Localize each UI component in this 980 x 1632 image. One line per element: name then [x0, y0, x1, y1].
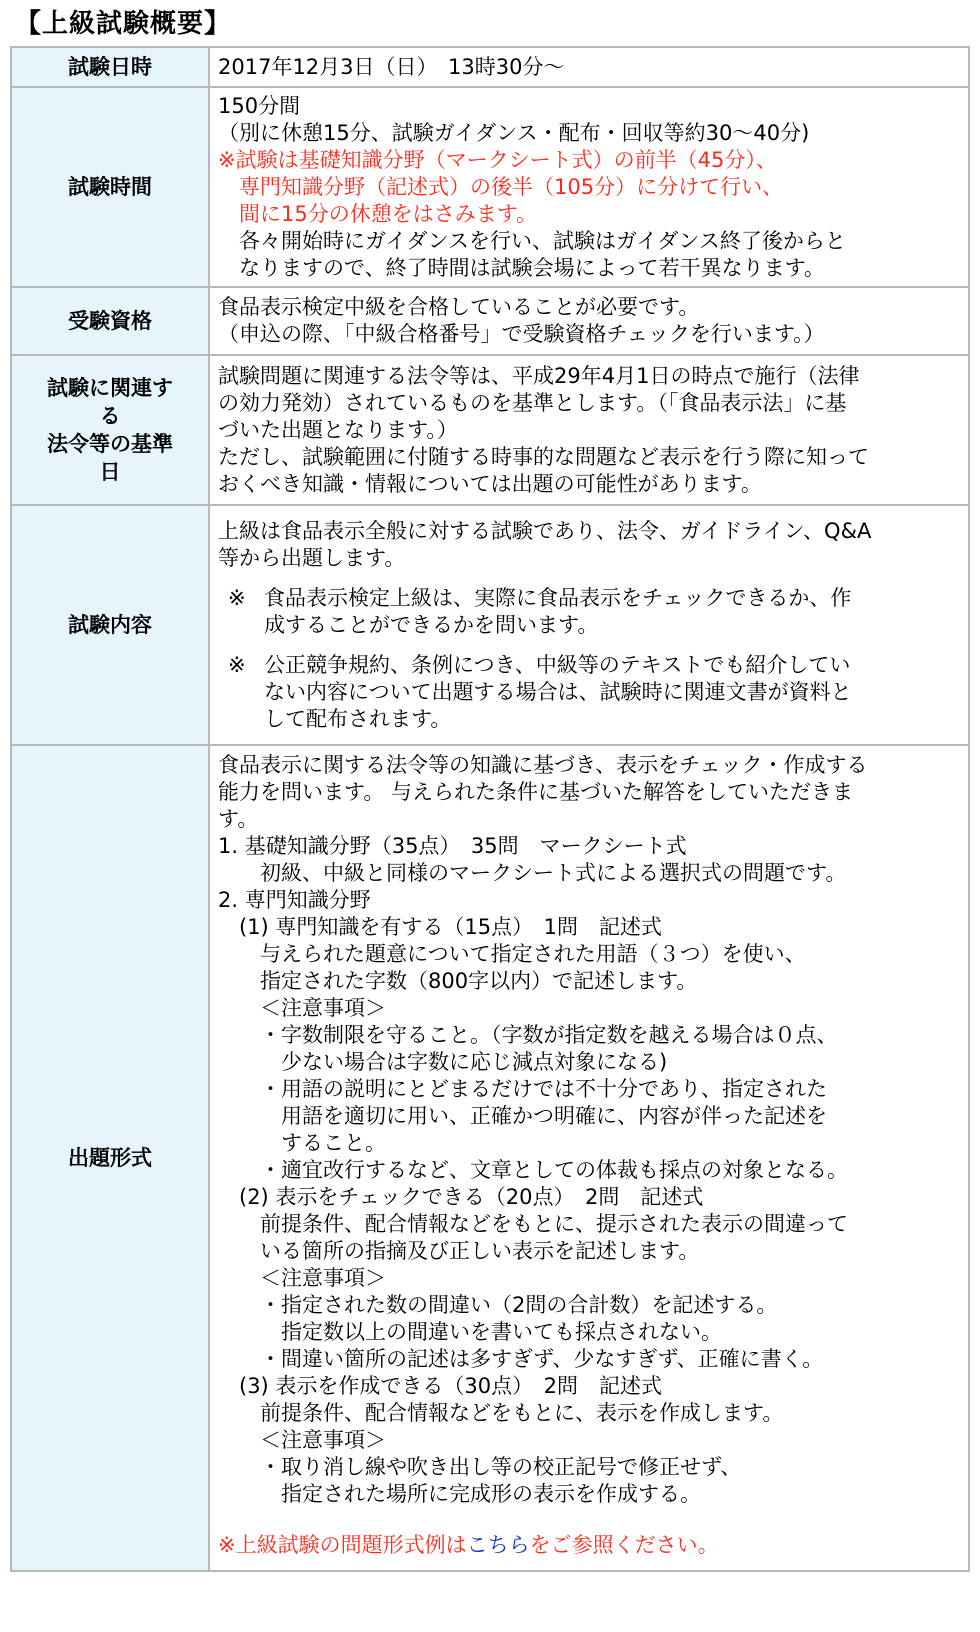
text-line: す。 [218, 807, 259, 831]
text-line: 食品表示検定中級を合格していることが必要です。 [218, 295, 700, 319]
value-exam-content [209, 505, 969, 745]
text-line: 能力を問います。 与えられた条件に基づいた解答をしていただきま [218, 780, 853, 804]
row-question-format [11, 745, 969, 1571]
text-line: ＜注意事項＞ [218, 1266, 386, 1290]
text-line: （申込の際、「中級合格番号」で受験資格チェックを行います。） [218, 322, 825, 346]
text-line: 指定された場所に完成形の表示を作成する。 [218, 1482, 701, 1506]
text-line: ＜注意事項＞ [218, 1428, 386, 1452]
row-exam-date [11, 47, 969, 87]
text-line: ・間違い箇所の記述は多すぎず、少なすぎず、正確に書く。 [218, 1347, 824, 1371]
value-exam-time [209, 87, 969, 287]
header-line: 法令等の基準 [47, 432, 173, 456]
note-mark: ※ [228, 652, 246, 677]
text-line: すること。 [218, 1131, 386, 1155]
warning-line: ※試験は基礎知識分野（マークシート式）の前半（45分）、 [218, 147, 777, 172]
header-question-format: 出題形式 [11, 745, 209, 1571]
warning-line: 専門知識分野（記述式）の後半（105分）に分けて行い、 [218, 174, 784, 199]
header-eligibility: 受験資格 [11, 287, 209, 355]
format-example-note [218, 1532, 962, 1559]
format-example-link[interactable]: こちら [466, 1533, 530, 1557]
text-line: 初級、中級と同様のマークシート式による選択式の問題です。 [218, 861, 847, 885]
text-line: の効力発効）されているものを基準とします。（「食品表示法」に基 [218, 390, 847, 415]
text-line: 試験問題に関連する法令等は、平成29年4月1日の時点で施行（法律 [218, 363, 860, 388]
page-title: 【上級試験概要】 [15, 9, 232, 39]
text-line: 食品表示検定上級は、実際に食品表示をチェックできるか、作 [264, 585, 852, 610]
text-line: ＜注意事項＞ [218, 996, 386, 1020]
text-line: なりますので、終了時間は試験会場によって若干異なります。 [218, 255, 825, 280]
text-line: 150分間 [218, 93, 301, 118]
value-question-format [209, 745, 969, 1571]
text-line: 指定数以上の間違いを書いても採点されない。 [218, 1320, 722, 1344]
text-line: 公正競争規約、条例につき、中級等のテキストでも紹介してい [264, 652, 851, 677]
header-exam-content: 試験内容 [11, 505, 209, 745]
text-line: ただし、試験範囲に付随する時事的な問題など表示を行う際に知って [218, 444, 869, 469]
header-exam-time: 試験時間 [11, 87, 209, 287]
header-exam-date: 試験日時 [11, 47, 209, 87]
text-line: ・指定された数の間違い（2問の合計数）を記述する。 [218, 1293, 778, 1317]
header-line: る [99, 404, 121, 428]
note-mark: ※ [228, 585, 246, 610]
text-line: (3) 表示を作成できる（30点） 2問 記述式 [218, 1374, 663, 1398]
warning-line: 間に15分の休憩をはさみます。 [218, 201, 538, 226]
text-line: （別に休憩15分、試験ガイダンス・配布・回収等約30～40分) [218, 120, 810, 145]
note-item [218, 585, 962, 639]
text-line: づいた出題となります。） [218, 417, 458, 442]
text-line: ・用語の説明にとどまるだけでは不十分であり、指定された [218, 1077, 827, 1101]
value-eligibility [209, 287, 969, 355]
text-line: 指定された字数（800字以内）で記述します。 [218, 969, 698, 993]
text-line: 1. 基礎知識分野（35点） 35問 マークシート式 [218, 834, 687, 858]
value-exam-date: 2017年12月3日（日） 13時30分～ [209, 47, 969, 87]
text-line: いる箇所の指摘及び正しい表示を記述します。 [218, 1239, 700, 1263]
text-line: して配布されます。 [264, 706, 452, 731]
text-line: 成することができるかを問います。 [264, 612, 599, 637]
text-line: 用語を適切に用い、正確かつ明確に、内容が伴った記述を [218, 1104, 827, 1128]
note-item [218, 652, 962, 733]
text-line: 前提条件、配合情報などをもとに、提示された表示の間違って [218, 1212, 848, 1236]
header-law-date [11, 355, 209, 505]
text-line: ・適宜改行するなど、文章としての体裁も採点の対象となる。 [218, 1158, 848, 1182]
text-line: (2) 表示をチェックできる（20点） 2問 記述式 [218, 1185, 704, 1209]
text-line: 等から出題します。 [218, 545, 406, 570]
text-line: ・取り消し線や吹き出し等の校正記号で修正せず、 [218, 1455, 742, 1479]
exam-outline-table [10, 46, 970, 1572]
text-line: 与えられた題意について指定された用語（３つ）を使い、 [218, 942, 806, 966]
row-eligibility [11, 287, 969, 355]
note-suffix: をご参照ください。 [529, 1533, 719, 1557]
row-exam-time [11, 87, 969, 287]
text-line: 2. 専門知識分野 [218, 888, 371, 912]
row-exam-content [11, 505, 969, 745]
text-line: 各々開始時にガイダンスを行い、試験はガイダンス終了後からと [218, 228, 846, 253]
note-prefix: ※上級試験の問題形式例は [218, 1533, 467, 1557]
text-line: ない内容について出題する場合は、試験時に関連文書が資料と [264, 679, 852, 704]
header-line: 試験に関連す [47, 376, 173, 400]
text-line: (1) 専門知識を有する（15点） 1問 記述式 [218, 915, 663, 939]
row-law-date [11, 355, 969, 505]
text-line: 上級は食品表示全般に対する試験であり、法令、ガイドライン、Q&A [218, 518, 872, 543]
text-line: おくべき知識・情報については出題の可能性があります。 [218, 471, 762, 496]
text-line: 食品表示に関する法令等の知識に基づき、表示をチェック・作成する [218, 753, 868, 777]
text-line: 前提条件、配合情報などをもとに、表示を作成します。 [218, 1401, 784, 1425]
value-law-date [209, 355, 969, 505]
text-line: 少ない場合は字数に応じ減点対象になる) [218, 1050, 668, 1074]
text-line: ・字数制限を守ること。（字数が指定数を越える場合は０点、 [218, 1023, 838, 1047]
header-line: 日 [99, 460, 121, 484]
